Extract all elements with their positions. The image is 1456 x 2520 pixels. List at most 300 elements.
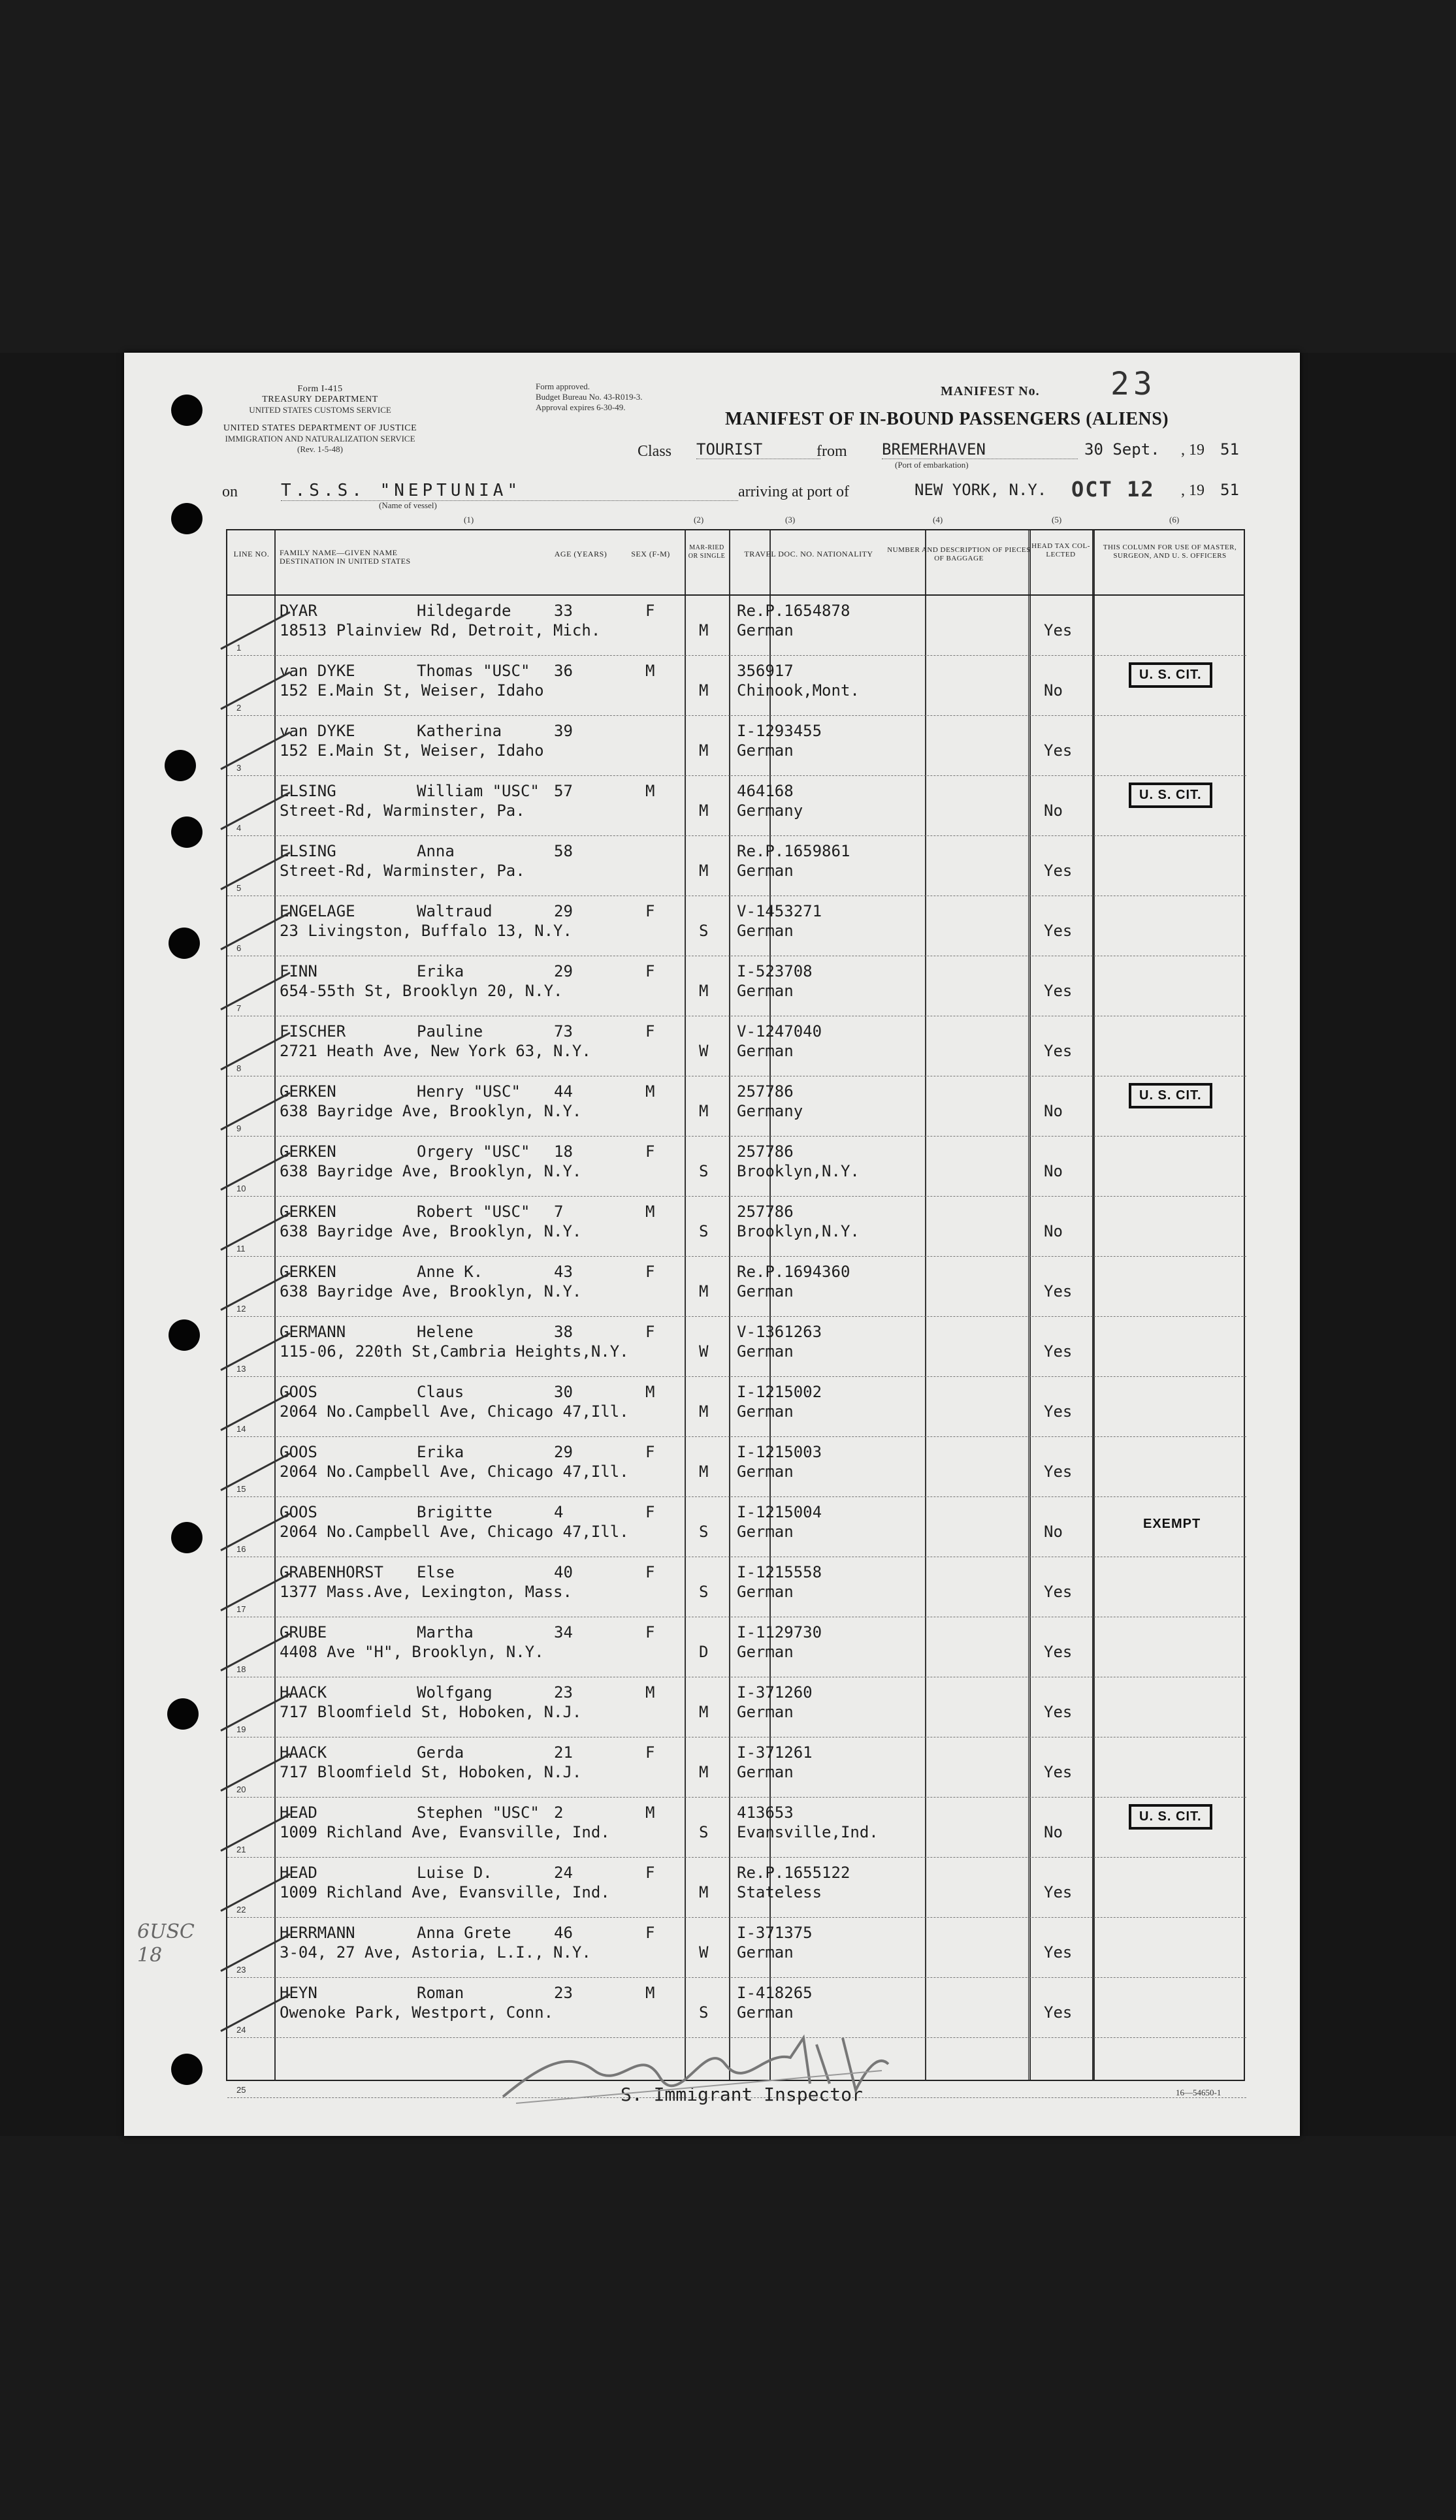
sex: F xyxy=(645,1924,655,1942)
given-name: Anne K. xyxy=(417,1263,483,1281)
given-name: Stephen "USC" xyxy=(417,1803,540,1822)
age: 36 xyxy=(554,662,573,680)
line-number: 20 xyxy=(236,1785,246,1794)
table-row xyxy=(227,1677,1246,1737)
destination-address: 2064 No.Campbell Ave, Chicago 47,Ill. xyxy=(280,1523,629,1541)
sex: F xyxy=(645,1263,655,1281)
destination-address: 638 Bayridge Ave, Brooklyn, N.Y. xyxy=(280,1102,582,1120)
sex: F xyxy=(645,1443,655,1461)
nationality: German xyxy=(737,1523,794,1541)
table-row xyxy=(227,1257,1246,1317)
destination-address: 152 E.Main St, Weiser, Idaho xyxy=(280,681,544,700)
marital-status: S xyxy=(699,2003,709,2022)
nationality: German xyxy=(737,1943,794,1962)
family-name: GOOS xyxy=(280,1443,317,1461)
family-name: van DYKE xyxy=(280,722,355,740)
travel-document: 356917 xyxy=(737,662,794,680)
header-travel-doc: TRAVEL DOC. NO. NATIONALITY xyxy=(744,549,873,558)
family-name: GOOS xyxy=(280,1383,317,1401)
family-name: ENGELAGE xyxy=(280,902,355,920)
given-name: Waltraud xyxy=(417,902,493,920)
nationality: German xyxy=(737,862,794,880)
arrival-year-prefix: , 19 xyxy=(1181,482,1205,499)
port-embarkation-note: (Port of embarkation) xyxy=(895,460,969,470)
table-row xyxy=(227,1858,1246,1918)
destination-address: 3-04, 27 Ave, Astoria, L.I., N.Y. xyxy=(280,1943,591,1962)
travel-document: V-1247040 xyxy=(737,1022,822,1041)
form-number: Form I-415 xyxy=(297,384,343,394)
vessel-name: T.S.S. "NEPTUNIA" xyxy=(281,481,738,501)
line-number: 24 xyxy=(236,2025,246,2035)
header-line-no: LINE NO. xyxy=(233,549,270,558)
margin-handwritten-note: 6USC 18 xyxy=(137,1920,195,1967)
table-row xyxy=(227,956,1246,1016)
nationality: German xyxy=(737,621,794,639)
family-name: HAACK xyxy=(280,1683,327,1702)
header-baggage: NUMBER AND DESCRIPTION OF PIECES OF BAGGAGE xyxy=(887,546,1031,562)
vessel-note: (Name of vessel) xyxy=(379,500,437,510)
table-row xyxy=(227,656,1246,716)
marital-status: M xyxy=(699,741,709,760)
nationality: German xyxy=(737,1643,794,1661)
nationality: German xyxy=(737,1703,794,1721)
travel-document: I-371260 xyxy=(737,1683,813,1702)
given-name: Pauline xyxy=(417,1022,483,1041)
line-number: 19 xyxy=(236,1724,246,1734)
exempt-stamp: EXEMPT xyxy=(1143,1517,1201,1531)
table-row xyxy=(227,1617,1246,1677)
inspector-signature xyxy=(490,2025,895,2110)
given-name: Henry "USC" xyxy=(417,1082,521,1101)
family-name: GRABENHORST xyxy=(280,1563,383,1581)
marital-status: M xyxy=(699,1102,709,1120)
given-name: Orgery "USC" xyxy=(417,1142,530,1161)
marital-status: D xyxy=(699,1643,709,1661)
table-row xyxy=(227,1557,1246,1617)
film-bottom xyxy=(0,2136,1456,2520)
family-name: GERKEN xyxy=(280,1203,336,1221)
age: 23 xyxy=(554,1984,573,2002)
age: 18 xyxy=(554,1142,573,1161)
sex: F xyxy=(645,1323,655,1341)
header-head-tax: HEAD TAX COL-LECTED xyxy=(1031,542,1090,558)
line-number: 16 xyxy=(236,1544,246,1554)
given-name: Anna xyxy=(417,842,455,860)
table-row xyxy=(227,836,1246,896)
nationality: German xyxy=(737,1402,794,1421)
head-tax: No xyxy=(1044,1523,1063,1541)
punch-hole xyxy=(165,750,196,781)
col-number: (6) xyxy=(1169,515,1180,525)
marital-status: W xyxy=(699,1042,709,1060)
destination-address: 23 Livingston, Buffalo 13, N.Y. xyxy=(280,922,572,940)
marital-status: M xyxy=(699,1282,709,1300)
head-tax: No xyxy=(1044,1102,1063,1120)
family-name: ELSING xyxy=(280,782,336,800)
table-row xyxy=(227,1437,1246,1497)
sex: F xyxy=(645,1022,655,1041)
travel-document: V-1453271 xyxy=(737,902,822,920)
nationality: Brooklyn,N.Y. xyxy=(737,1222,860,1240)
nationality: Chinook,Mont. xyxy=(737,681,860,700)
head-tax: Yes xyxy=(1044,922,1073,940)
head-tax: Yes xyxy=(1044,1402,1073,1421)
punch-hole xyxy=(169,1319,200,1351)
sex: F xyxy=(645,962,655,980)
travel-document: I-1215002 xyxy=(737,1383,822,1401)
given-name: Helene xyxy=(417,1323,474,1341)
line-number: 5 xyxy=(236,883,242,893)
film-top xyxy=(0,0,1456,353)
age: 30 xyxy=(554,1383,573,1401)
family-name: HERRMANN xyxy=(280,1924,355,1942)
us-citizen-stamp: U. S. CIT. xyxy=(1129,1083,1212,1108)
manifest-label: MANIFEST No. xyxy=(941,384,1040,398)
destination-address: 1377 Mass.Ave, Lexington, Mass. xyxy=(280,1583,572,1601)
travel-document: I-1293455 xyxy=(737,722,822,740)
marital-status: M xyxy=(699,1462,709,1481)
line-number: 1 xyxy=(236,643,242,653)
travel-document: Re.P.1655122 xyxy=(737,1864,850,1882)
header-name: FAMILY NAME—GIVEN NAME DESTINATION IN UNITED STATES xyxy=(280,548,411,566)
family-name: FISCHER xyxy=(280,1022,346,1041)
head-tax: Yes xyxy=(1044,982,1073,1000)
sex: F xyxy=(645,902,655,920)
table-row xyxy=(227,1197,1246,1257)
document-title: MANIFEST OF IN-BOUND PASSENGERS (ALIENS) xyxy=(725,409,1169,429)
nationality: German xyxy=(737,1042,794,1060)
age: 38 xyxy=(554,1323,573,1341)
sex: M xyxy=(645,1803,655,1822)
head-tax: Yes xyxy=(1044,1703,1073,1721)
on-label: on xyxy=(222,483,238,500)
travel-document: I-1129730 xyxy=(737,1623,822,1641)
travel-document: I-523708 xyxy=(737,962,813,980)
header-married: MAR-RIED OR SINGLE xyxy=(688,544,726,560)
arrival-port: NEW YORK, N.Y. xyxy=(914,481,1047,499)
table-row xyxy=(227,1497,1246,1557)
line-number: 7 xyxy=(236,1003,242,1013)
age: 29 xyxy=(554,902,573,920)
embarkation-year-prefix: , 19 xyxy=(1181,442,1205,459)
sex: M xyxy=(645,1082,655,1101)
class-value: TOURIST xyxy=(696,440,820,459)
family-name: GERKEN xyxy=(280,1082,336,1101)
travel-document: 257786 xyxy=(737,1142,794,1161)
age: 73 xyxy=(554,1022,573,1041)
given-name: Wolfgang xyxy=(417,1683,493,1702)
line-number: 3 xyxy=(236,763,242,773)
marital-status: M xyxy=(699,681,709,700)
marital-status: S xyxy=(699,1523,709,1541)
family-name: ELSING xyxy=(280,842,336,860)
destination-address: 2064 No.Campbell Ave, Chicago 47,Ill. xyxy=(280,1402,629,1421)
given-name: Thomas "USC" xyxy=(417,662,530,680)
punch-hole xyxy=(171,503,202,534)
age: 24 xyxy=(554,1864,573,1882)
line-number: 8 xyxy=(236,1063,242,1073)
marital-status: M xyxy=(699,1402,709,1421)
line-number: 21 xyxy=(236,1845,246,1854)
table-row xyxy=(227,1798,1246,1858)
destination-address: 2721 Heath Ave, New York 63, N.Y. xyxy=(280,1042,591,1060)
marital-status: M xyxy=(699,1763,709,1781)
marital-status: M xyxy=(699,1703,709,1721)
given-name: Katherina xyxy=(417,722,502,740)
nationality: German xyxy=(737,1462,794,1481)
family-name: HEYN xyxy=(280,1984,317,2002)
table-row xyxy=(227,1737,1246,1798)
head-tax: Yes xyxy=(1044,621,1073,639)
age: 34 xyxy=(554,1623,573,1641)
age: 33 xyxy=(554,602,573,620)
nationality: Germany xyxy=(737,801,803,820)
marital-status: S xyxy=(699,1222,709,1240)
header-officer-use: THIS COLUMN FOR USE OF MASTER, SURGEON, AND U. S. OFFICERS xyxy=(1103,543,1237,560)
marital-status: S xyxy=(699,1583,709,1601)
sex: F xyxy=(645,1864,655,1882)
embarkation-year: 51 xyxy=(1220,440,1239,459)
sex: M xyxy=(645,1984,655,2002)
nationality: Germany xyxy=(737,1102,803,1120)
table-row xyxy=(227,1918,1246,1978)
from-label: from xyxy=(817,443,847,460)
manifest-number: 23 xyxy=(1110,366,1156,402)
destination-address: 1009 Richland Ave, Evansville, Ind. xyxy=(280,1823,610,1841)
sex: M xyxy=(645,1383,655,1401)
line-number: 23 xyxy=(236,1965,246,1975)
travel-document: I-418265 xyxy=(737,1984,813,2002)
given-name: Erika xyxy=(417,1443,464,1461)
marital-status: W xyxy=(699,1342,709,1361)
head-tax: Yes xyxy=(1044,1342,1073,1361)
travel-document: 257786 xyxy=(737,1082,794,1101)
marital-status: M xyxy=(699,621,709,639)
destination-address: 717 Bloomfield St, Hoboken, N.J. xyxy=(280,1763,582,1781)
age: 23 xyxy=(554,1683,573,1702)
destination-address: 638 Bayridge Ave, Brooklyn, N.Y. xyxy=(280,1162,582,1180)
marital-status: M xyxy=(699,801,709,820)
family-name: GERMANN xyxy=(280,1323,346,1341)
line-number: 2 xyxy=(236,703,242,713)
line-number: 9 xyxy=(236,1123,242,1133)
col-number: (1) xyxy=(464,515,474,525)
given-name: Brigitte xyxy=(417,1503,493,1521)
given-name: William "USC" xyxy=(417,782,540,800)
us-citizen-stamp: U. S. CIT. xyxy=(1129,1804,1212,1830)
nationality: German xyxy=(737,1282,794,1300)
given-name: Luise D. xyxy=(417,1864,493,1882)
table-row xyxy=(227,1317,1246,1377)
given-name: Gerda xyxy=(417,1743,464,1762)
travel-document: Re.P.1694360 xyxy=(737,1263,850,1281)
family-name: FINN xyxy=(280,962,317,980)
head-tax: Yes xyxy=(1044,1643,1073,1661)
given-name: Roman xyxy=(417,1984,464,2002)
destination-address: Street-Rd, Warminster, Pa. xyxy=(280,801,525,820)
table-row xyxy=(227,1076,1246,1137)
head-tax: Yes xyxy=(1044,1462,1073,1481)
head-tax: Yes xyxy=(1044,862,1073,880)
age: 46 xyxy=(554,1924,573,1942)
approval-line: Form approved. xyxy=(536,381,590,391)
family-name: HAACK xyxy=(280,1743,327,1762)
table-row xyxy=(227,1016,1246,1076)
nationality: Evansville,Ind. xyxy=(737,1823,879,1841)
inspector-label: S. Immigrant Inspector xyxy=(621,2084,863,2105)
destination-address: 1009 Richland Ave, Evansville, Ind. xyxy=(280,1883,610,1901)
line-number: 25 xyxy=(236,2085,246,2095)
manifest-page xyxy=(124,353,1300,2136)
family-name: HEAD xyxy=(280,1803,317,1822)
travel-document: V-1361263 xyxy=(737,1323,822,1341)
sex: F xyxy=(645,1503,655,1521)
given-name: Else xyxy=(417,1563,455,1581)
sex: M xyxy=(645,662,655,680)
nationality: German xyxy=(737,1583,794,1601)
nationality: German xyxy=(737,1763,794,1781)
dept-justice-sub: IMMIGRATION AND NATURALIZATION SERVICE xyxy=(225,434,415,444)
travel-document: I-371375 xyxy=(737,1924,813,1942)
line-number: 4 xyxy=(236,823,242,833)
sex: M xyxy=(645,782,655,800)
col-number: (2) xyxy=(694,515,704,525)
table-row xyxy=(227,1377,1246,1437)
destination-address: 4408 Ave "H", Brooklyn, N.Y. xyxy=(280,1643,544,1661)
table-row xyxy=(227,1137,1246,1197)
nationality: German xyxy=(737,2003,794,2022)
travel-document: I-371261 xyxy=(737,1743,813,1762)
travel-document: 413653 xyxy=(737,1803,794,1822)
table-row xyxy=(227,896,1246,956)
family-name: GOOS xyxy=(280,1503,317,1521)
sex: F xyxy=(645,602,655,620)
nationality: German xyxy=(737,1342,794,1361)
form-revision: (Rev. 1-5-48) xyxy=(297,444,343,454)
arriving-label: arriving at port of xyxy=(738,483,849,500)
marital-status: M xyxy=(699,982,709,1000)
marital-status: S xyxy=(699,1823,709,1841)
sex: F xyxy=(645,1563,655,1581)
head-tax: Yes xyxy=(1044,1282,1073,1300)
arrival-year: 51 xyxy=(1220,481,1239,499)
us-citizen-stamp: U. S. CIT. xyxy=(1129,783,1212,808)
given-name: Erika xyxy=(417,962,464,980)
class-label: Class xyxy=(638,443,672,460)
arrival-date-stamp: OCT 12 xyxy=(1071,477,1155,502)
marital-status: M xyxy=(699,862,709,880)
punch-hole xyxy=(171,816,202,848)
head-tax: No xyxy=(1044,801,1063,820)
age: 7 xyxy=(554,1203,564,1221)
destination-address: 654-55th St, Brooklyn 20, N.Y. xyxy=(280,982,563,1000)
port-embarkation: BREMERHAVEN xyxy=(882,440,1078,459)
dept-treasury-sub: UNITED STATES CUSTOMS SERVICE xyxy=(249,405,391,415)
head-tax: No xyxy=(1044,1823,1063,1841)
head-tax: Yes xyxy=(1044,2003,1073,2022)
family-name: GERKEN xyxy=(280,1142,336,1161)
sex: F xyxy=(645,1623,655,1641)
us-citizen-stamp: U. S. CIT. xyxy=(1129,662,1212,688)
punch-hole xyxy=(169,928,200,959)
nationality: German xyxy=(737,741,794,760)
line-number: 15 xyxy=(236,1484,246,1494)
given-name: Hildegarde xyxy=(417,602,511,620)
marital-status: S xyxy=(699,922,709,940)
punch-hole xyxy=(167,1698,199,1730)
age: 29 xyxy=(554,962,573,980)
line-number: 14 xyxy=(236,1424,246,1434)
head-tax: No xyxy=(1044,1162,1063,1180)
nationality: Brooklyn,N.Y. xyxy=(737,1162,860,1180)
head-tax: No xyxy=(1044,1222,1063,1240)
age: 29 xyxy=(554,1443,573,1461)
head-tax: Yes xyxy=(1044,1763,1073,1781)
travel-document: 257786 xyxy=(737,1203,794,1221)
line-number: 18 xyxy=(236,1664,246,1674)
nationality: German xyxy=(737,922,794,940)
sex: M xyxy=(645,1683,655,1702)
destination-address: Owenoke Park, Westport, Conn. xyxy=(280,2003,554,2022)
destination-address: 2064 No.Campbell Ave, Chicago 47,Ill. xyxy=(280,1462,629,1481)
header-sex: SEX (F-M) xyxy=(631,549,670,558)
head-tax: Yes xyxy=(1044,1943,1073,1962)
table-row xyxy=(227,716,1246,776)
marital-status: M xyxy=(699,1883,709,1901)
line-number: 10 xyxy=(236,1184,246,1193)
dept-treasury: TREASURY DEPARTMENT xyxy=(262,395,378,404)
travel-document: I-1215558 xyxy=(737,1563,822,1581)
destination-address: 717 Bloomfield St, Hoboken, N.J. xyxy=(280,1703,582,1721)
travel-document: I-1215003 xyxy=(737,1443,822,1461)
embarkation-date: 30 Sept. xyxy=(1084,440,1160,459)
destination-address: 152 E.Main St, Weiser, Idaho xyxy=(280,741,544,760)
travel-document: Re.P.1659861 xyxy=(737,842,850,860)
given-name: Martha xyxy=(417,1623,474,1641)
header-age: AGE (YEARS) xyxy=(554,549,607,558)
age: 2 xyxy=(554,1803,564,1822)
head-tax: Yes xyxy=(1044,1883,1073,1901)
sex: M xyxy=(645,1203,655,1221)
line-number: 12 xyxy=(236,1304,246,1314)
table-row xyxy=(227,776,1246,836)
family-name: GERKEN xyxy=(280,1263,336,1281)
age: 4 xyxy=(554,1503,564,1521)
marital-status: S xyxy=(699,1162,709,1180)
punch-hole xyxy=(171,1522,202,1553)
given-name: Anna Grete xyxy=(417,1924,511,1942)
age: 39 xyxy=(554,722,573,740)
table-row xyxy=(227,596,1246,656)
form-code: 16—54650-1 xyxy=(1176,2088,1221,2097)
punch-hole xyxy=(171,2054,202,2085)
head-tax: Yes xyxy=(1044,1042,1073,1060)
given-name: Claus xyxy=(417,1383,464,1401)
line-number: 22 xyxy=(236,1905,246,1914)
age: 43 xyxy=(554,1263,573,1281)
head-tax: No xyxy=(1044,681,1063,700)
age: 58 xyxy=(554,842,573,860)
destination-address: 638 Bayridge Ave, Brooklyn, N.Y. xyxy=(280,1222,582,1240)
destination-address: Street-Rd, Warminster, Pa. xyxy=(280,862,525,880)
line-number: 6 xyxy=(236,943,242,953)
sex: F xyxy=(645,1743,655,1762)
line-number: 11 xyxy=(236,1244,246,1253)
head-tax: Yes xyxy=(1044,741,1073,760)
age: 40 xyxy=(554,1563,573,1581)
age: 57 xyxy=(554,782,573,800)
travel-document: I-1215004 xyxy=(737,1503,822,1521)
